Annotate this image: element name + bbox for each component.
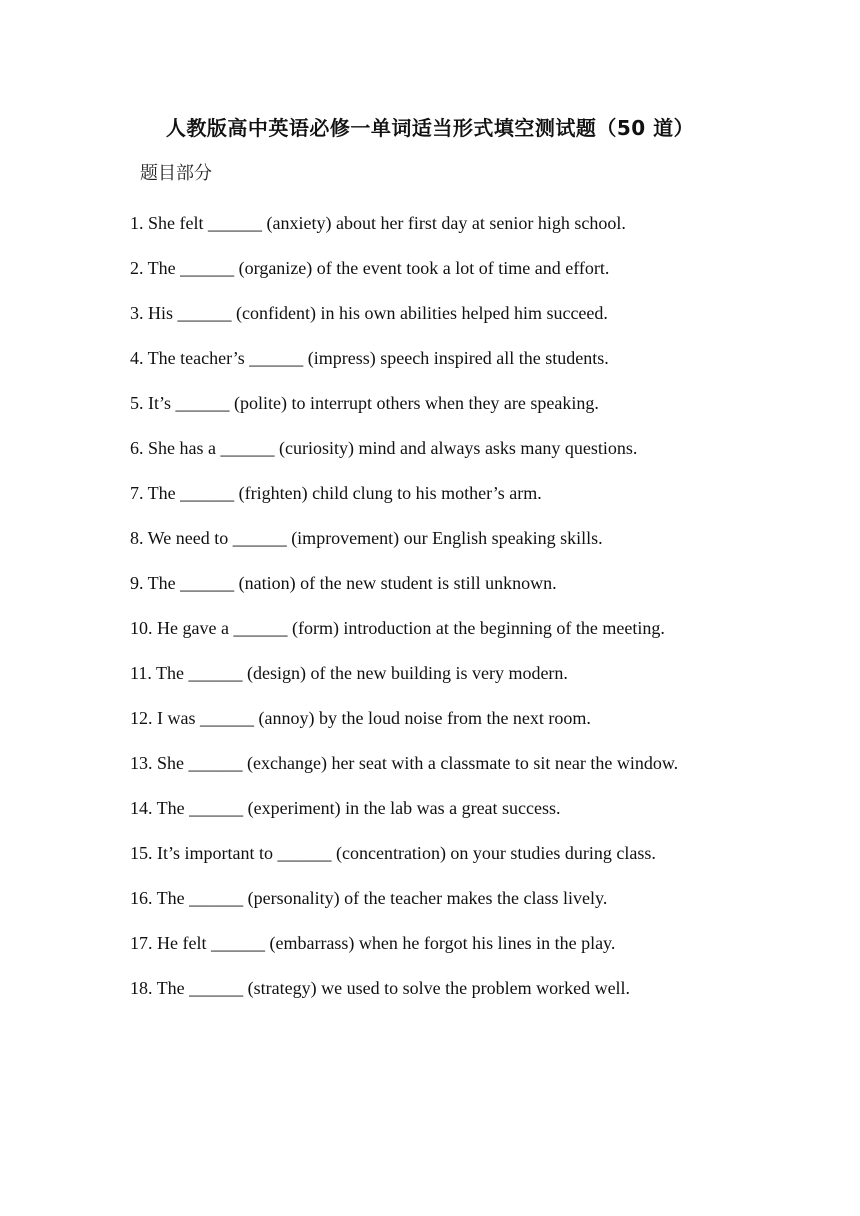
question-item: 18. The ______ (strategy) we used to solve the problem worked well. bbox=[130, 978, 631, 998]
question-item: 11. The ______ (design) of the new building is very modern. bbox=[130, 663, 568, 683]
question-list bbox=[130, 201, 731, 1011]
question-item: 10. He gave a ______ (form) introduction at the beginning of the meeting. bbox=[130, 618, 665, 638]
question-item: 13. She ______ (exchange) her seat with a classmate to sit near the window. bbox=[130, 753, 679, 773]
question-item: 2. The ______ (organize) of the event took a lot of time and effort. bbox=[130, 258, 610, 278]
question-item: 9. The ______ (nation) of the new student is still unknown. bbox=[130, 573, 557, 593]
page-title: 人教版高中英语必修一单词适当形式填空测试题（50 道） bbox=[165, 116, 695, 140]
question-item: 8. We need to ______ (improvement) our English speaking skills. bbox=[130, 528, 603, 548]
question-item: 7. The ______ (frighten) child clung to his mother’s arm. bbox=[130, 483, 542, 503]
question-item: 17. He felt ______ (embarrass) when he forgot his lines in the play. bbox=[130, 933, 616, 953]
question-item: 16. The ______ (personality) of the teacher makes the class lively. bbox=[130, 888, 608, 908]
question-item: 5. It’s ______ (polite) to interrupt others when they are speaking. bbox=[130, 393, 599, 413]
question-item: 4. The teacher’s ______ (impress) speech inspired all the students. bbox=[130, 348, 609, 368]
question-item: 12. I was ______ (annoy) by the loud noise from the next room. bbox=[130, 708, 591, 728]
section-heading: 题目部分 bbox=[140, 163, 212, 184]
question-item: 14. The ______ (experiment) in the lab was a great success. bbox=[130, 798, 561, 818]
question-item: 3. His ______ (confident) in his own abilities helped him succeed. bbox=[130, 303, 608, 323]
question-item: 15. It’s important to ______ (concentration) on your studies during class. bbox=[130, 843, 656, 863]
question-item: 6. She has a ______ (curiosity) mind and always asks many questions. bbox=[130, 438, 638, 458]
question-item: 1. She felt ______ (anxiety) about her first day at senior high school. bbox=[130, 213, 626, 233]
